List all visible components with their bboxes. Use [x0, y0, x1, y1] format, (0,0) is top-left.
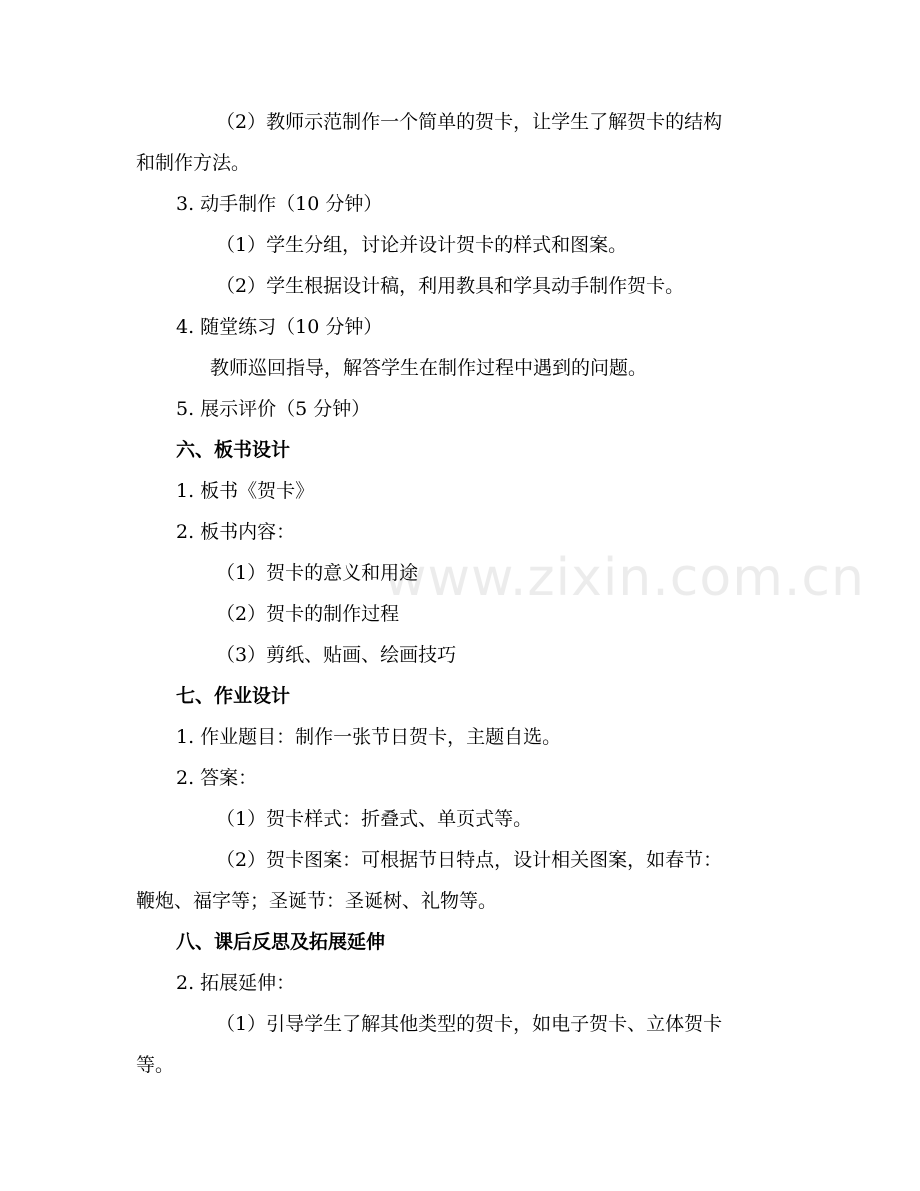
sub-item: （1）学生分组，讨论并设计贺卡的样式和图案。: [216, 234, 628, 256]
sub-item: （1）引导学生了解其他类型的贺卡，如电子贺卡、立体贺卡: [216, 1013, 723, 1035]
sub-item: （2）贺卡的制作过程: [216, 603, 400, 625]
paragraph-line: 和制作方法。: [136, 152, 251, 174]
paragraph-line: 等。: [136, 1054, 175, 1076]
paragraph-line: 鞭炮、福字等；圣诞节：圣诞树、礼物等。: [136, 890, 498, 912]
sub-item: （1）贺卡的意义和用途: [216, 562, 419, 584]
numbered-item: 1. 作业题目：制作一张节日贺卡，主题自选。: [176, 726, 562, 748]
section-heading: 七、作业设计: [176, 685, 291, 707]
numbered-item: 2. 答案：: [176, 767, 258, 789]
numbered-item: 5. 展示评价（5 分钟）: [176, 398, 371, 420]
watermark: www.zixin.com.cn: [384, 548, 865, 608]
numbered-item: 4. 随堂练习（10 分钟）: [176, 316, 383, 338]
numbered-item: 1. 板书《贺卡》: [176, 480, 315, 502]
sub-item: （2）学生根据设计稿，利用教具和学具动手制作贺卡。: [216, 275, 685, 297]
sub-item: （1）贺卡样式：折叠式、单页式等。: [216, 808, 533, 830]
numbered-item: 2. 拓展延伸：: [176, 972, 296, 994]
paragraph-line: （2）教师示范制作一个简单的贺卡，让学生了解贺卡的结构: [216, 111, 723, 133]
section-heading: 八、课后反思及拓展延伸: [176, 931, 386, 953]
section-heading: 六、板书设计: [176, 439, 291, 461]
sub-item: （3）剪纸、贴画、绘画技巧: [216, 644, 457, 666]
numbered-item: 2. 板书内容：: [176, 521, 296, 543]
numbered-item: 3. 动手制作（10 分钟）: [176, 193, 383, 215]
sub-item: （2）贺卡图案：可根据节日特点，设计相关图案，如春节：: [216, 849, 723, 871]
paragraph-line: 教师巡回指导，解答学生在制作过程中遇到的问题。: [210, 357, 648, 379]
